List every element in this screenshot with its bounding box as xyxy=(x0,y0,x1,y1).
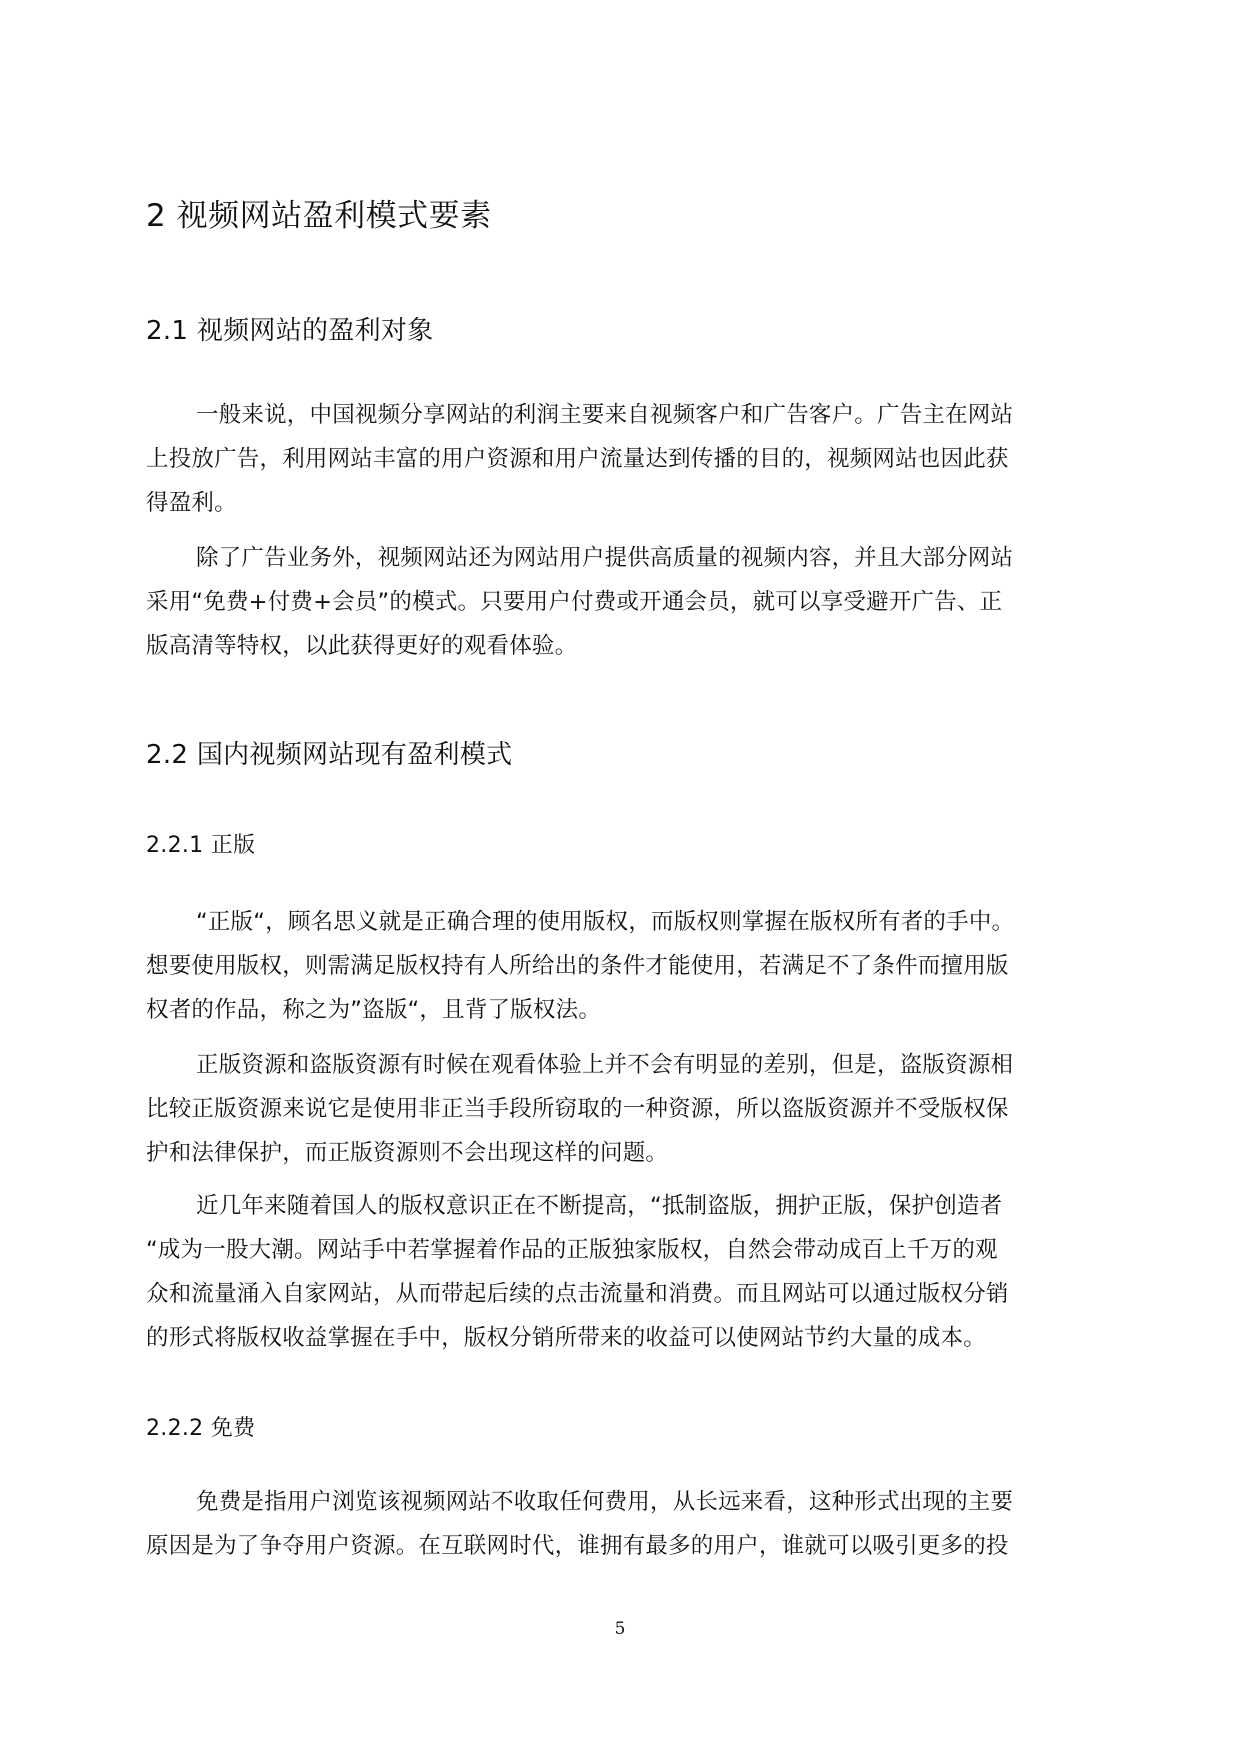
text-line: 权者的作品，称之为”盗版“，且背了版权法。 xyxy=(146,997,602,1023)
section-heading-2-2-2: 2.2.2 免费 xyxy=(146,1416,256,1441)
text-line: 的形式将版权收益掌握在手中，版权分销所带来的收益可以使网站节约大量的成本。 xyxy=(146,1325,986,1351)
section-heading-2-2-1: 2.2.1 正版 xyxy=(146,833,256,858)
text-line: 得盈利。 xyxy=(146,490,237,516)
text-line: 众和流量涌入自家网站，从而带起后续的点击流量和消费。而且网站可以通过版权分销 xyxy=(146,1281,1009,1307)
text-line: 比较正版资源来说它是使用非正当手段所窃取的一种资源，所以盗版资源并不受版权保 xyxy=(146,1096,1009,1122)
text-line: 护和法律保护，而正版资源则不会出现这样的问题。 xyxy=(146,1140,669,1166)
text-line: “正版“，顾名思义就是正确合理的使用版权，而版权则掌握在版权所有者的手中。 xyxy=(196,909,1015,935)
text-line: 采用“免费+付费+会员”的模式。只要用户付费或开通会员，就可以享受避开广告、正 xyxy=(146,589,1003,615)
section-heading-2-1: 2.1 视频网站的盈利对象 xyxy=(146,316,434,346)
text-line: 原因是为了争夺用户资源。在互联网时代，谁拥有最多的用户，谁就可以吸引更多的投 xyxy=(146,1533,1009,1559)
page-number: 5 xyxy=(614,1619,626,1639)
text-line: 近几年来随着国人的版权意识正在不断提高，“抵制盗版，拥护正版，保护创造者 xyxy=(196,1193,1003,1219)
text-line: 一般来说，中国视频分享网站的利润主要来自视频客户和广告客户。广告主在网站 xyxy=(196,402,1014,428)
text-line: 版高清等特权，以此获得更好的观看体验。 xyxy=(146,633,578,659)
text-line: 上投放广告，利用网站丰富的用户资源和用户流量达到传播的目的，视频网站也因此获 xyxy=(146,446,1009,472)
text-line: 除了广告业务外，视频网站还为网站用户提供高质量的视频内容，并且大部分网站 xyxy=(196,545,1014,571)
text-line: 想要使用版权，则需满足版权持有人所给出的条件才能使用，若满足不了条件而擅用版 xyxy=(146,953,1009,979)
text-line: 正版资源和盗版资源有时候在观看体验上并不会有明显的差别，但是，盗版资源相 xyxy=(196,1052,1014,1078)
text-line: 免费是指用户浏览该视频网站不收取任何费用，从长远来看，这种形式出现的主要 xyxy=(196,1489,1014,1515)
chapter-title: 2 视频网站盈利模式要素 xyxy=(146,198,492,234)
text-line: “成为一股大潮。网站手中若掌握着作品的正版独家版权，自然会带动成百上千万的观 xyxy=(146,1237,998,1263)
section-heading-2-2: 2.2 国内视频网站现有盈利模式 xyxy=(146,740,513,770)
